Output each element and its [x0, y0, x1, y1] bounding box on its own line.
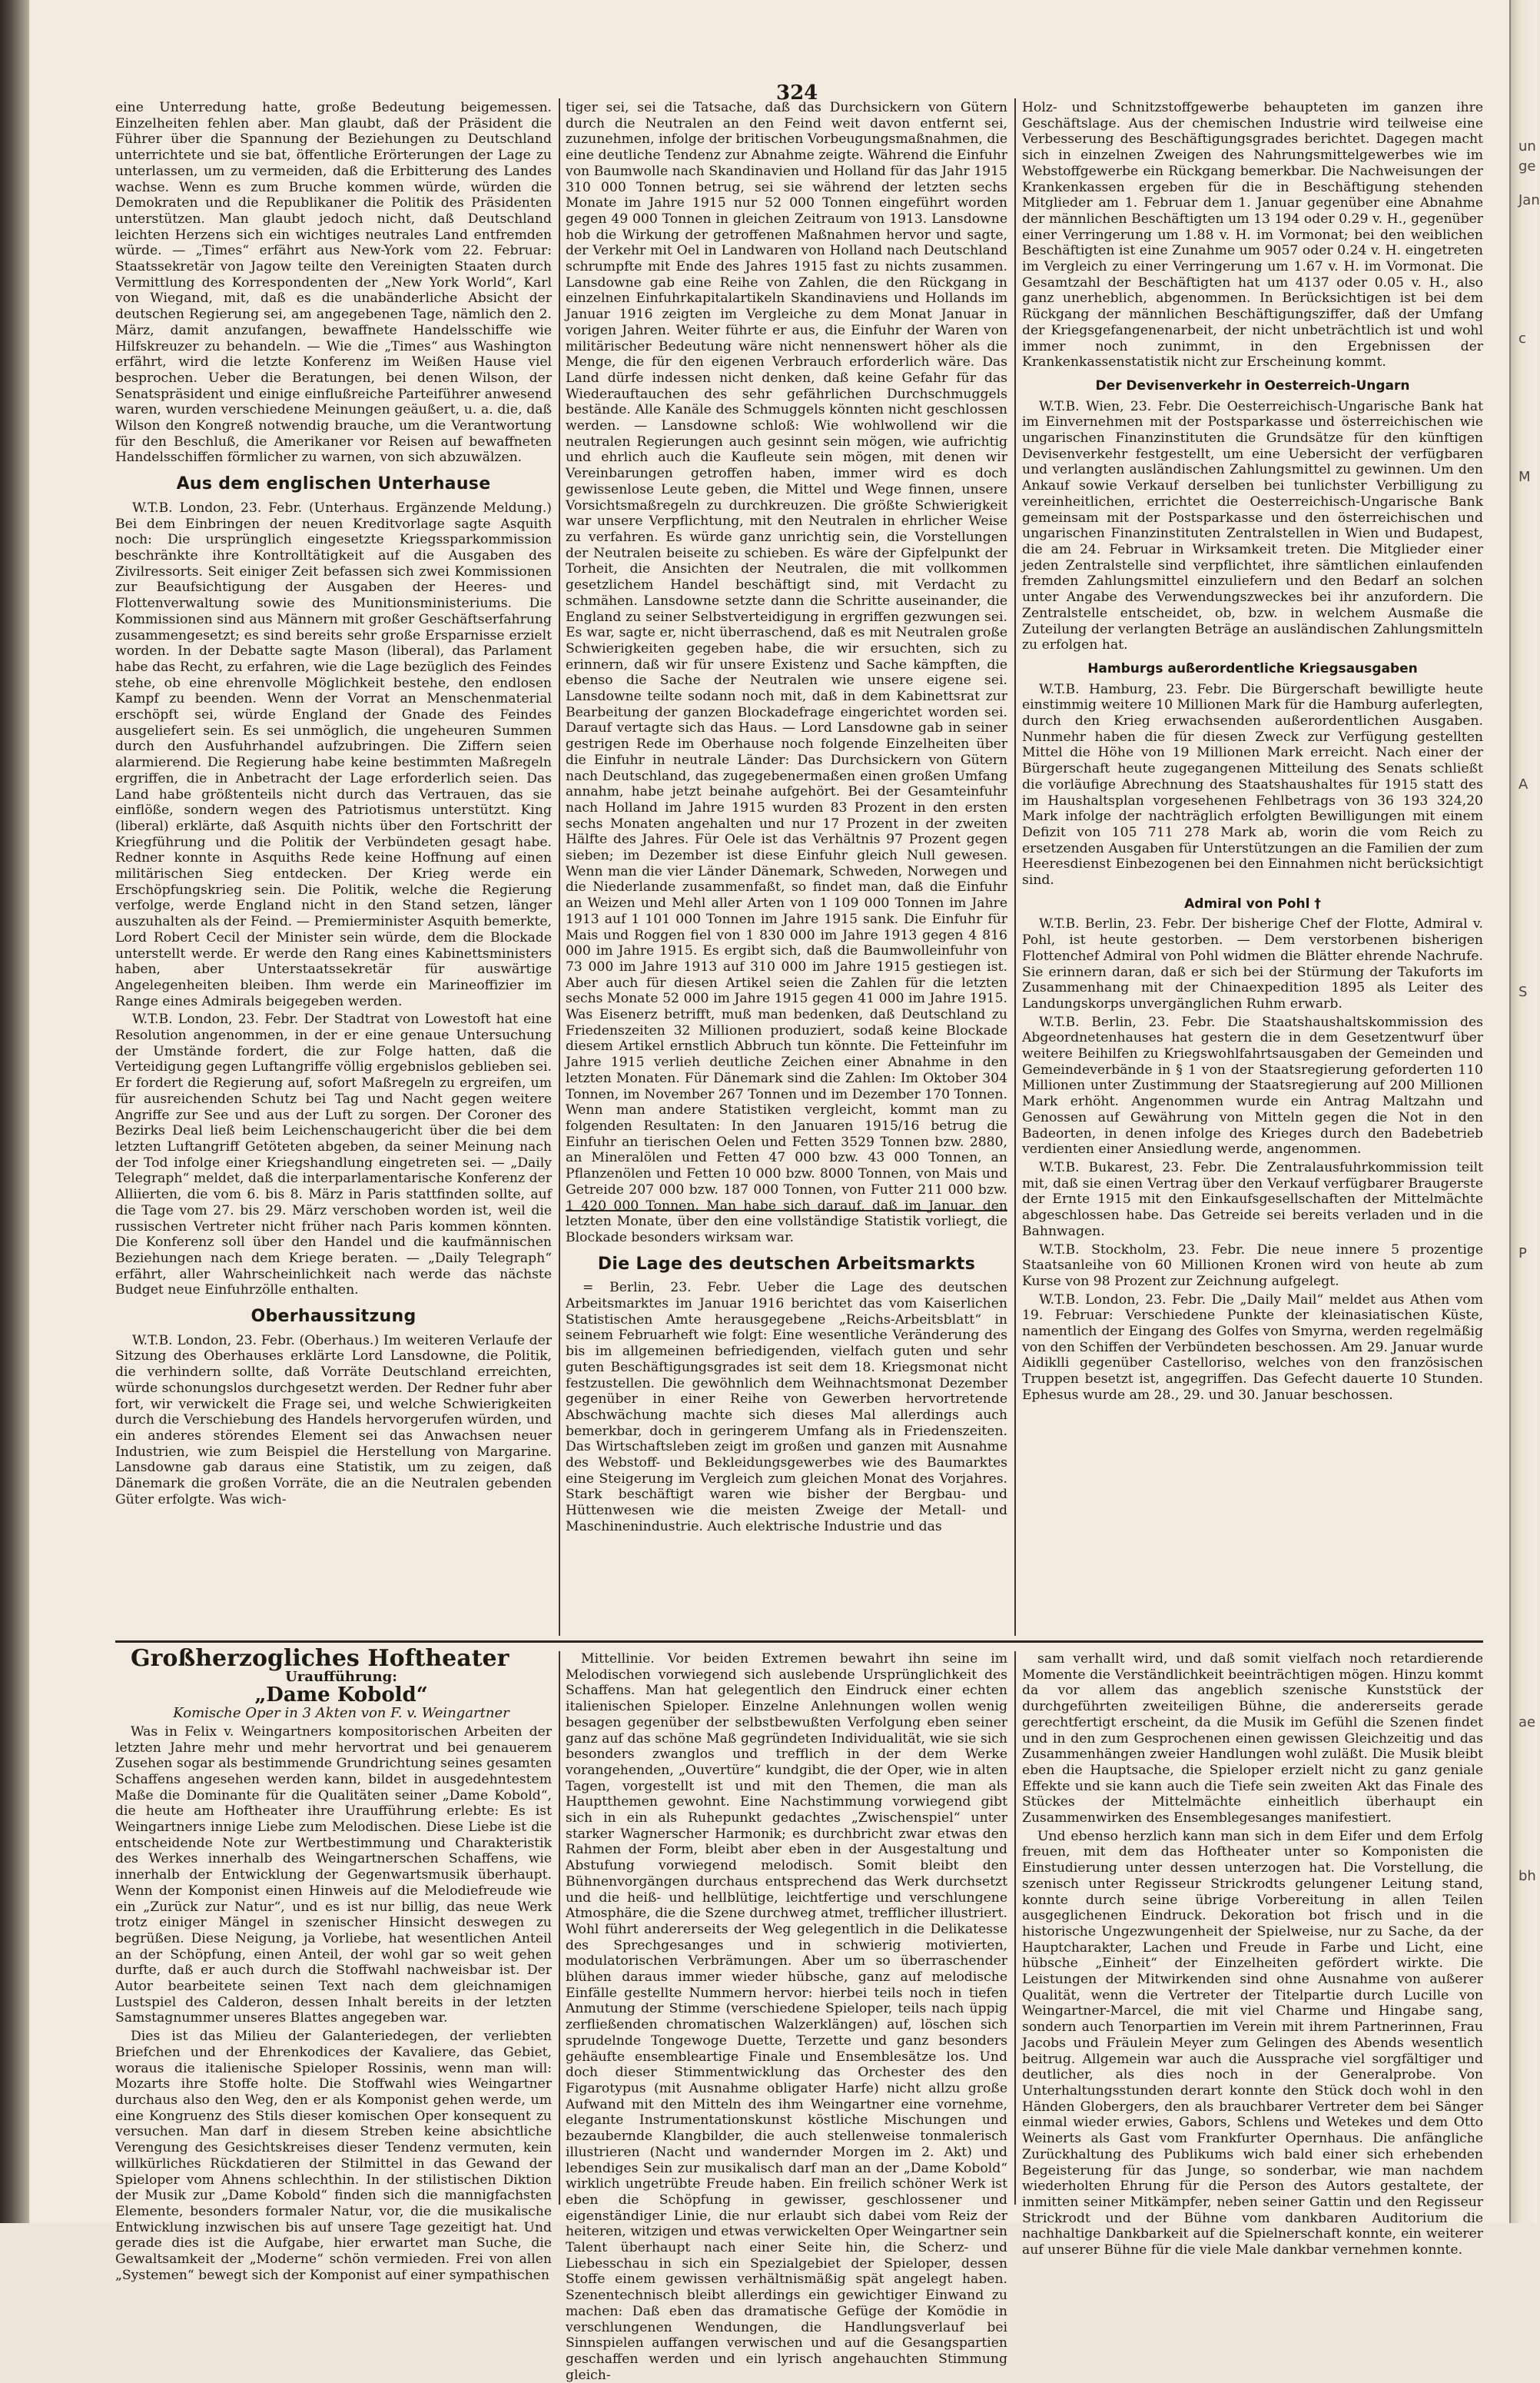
feuilleton-divider: [115, 1640, 1483, 1643]
next-page-fragment: ae: [1518, 1714, 1536, 1730]
article-paragraph: W.T.B. Berlin, 23. Febr. Der bisherige Chef der Flotte, Admiral v. Pohl, ist heute gestorben. — Dem verstorbenen bisherigen Flottenchef Admiral von Pohl widmen die Blätter ehrende Nachrufe. Sie erinnern daran, daß er sich bei der Stürmung der Takuforts im Zusammenhang mit der Chinaexpedition 1895 als Leiter des Landungskorps unvergänglichen Ruhm erwarb.: [1022, 916, 1483, 1012]
article-paragraph: W.T.B. Berlin, 23. Febr. Die Staatshaushaltskommission des Abgeordnetenhauses hat gestern die in dem Gesetzentwurf über weitere Beihilfen zu Kriegswohlfahrtsausgaben der Gemeinden und Gemeindeverbände in § 1 von der Staatsregierung geforderten 110 Millionen unter Zustimmung der Staatsregierung auf 200 Millionen Mark erhöht. Angenommen wurde ein Antrag Maltzahn und Genossen auf Gewährung von Mitteln gegen die Not in den Badeorten, in denen infolge des Krieges durch den Badebetrieb verdienten einer Ansiedlung werde, angenommen.: [1022, 1014, 1483, 1158]
next-page-fragment: c: [1518, 331, 1526, 347]
column-1: [115, 100, 552, 1630]
next-page-fragment: A: [1518, 776, 1528, 793]
feuilleton-title: Großherzogliches Hoftheater: [131, 1645, 509, 1672]
article-paragraph: tiger sei, sei die Tatsache, daß das Durchsickern von Gütern durch die Neutralen an den Feind weit davon entfernt sei, zuzunehmen, infolge der britischen Vorbeugungsmaßnahmen, die eine deutliche Tendenz zur Abnahme zeigte. Während die Einfuhr von Baumwolle nach Skandinavien und Holland für das Jahr 1915 310 000 Tonnen betrug, sei sie während der letzten sechs Monate im Jahre 1915 nur 52 000 Tonnen eingeführt worden gegen 49 000 Tonnen in gleichen Zeitraum von 1913. Lansdowne hob die Wirkung der getroffenen Maßnahmen hervor und sagte, der Verkehr mit Oel in Landwaren von Holland nach Deutschland schrumpfte mit Ende des Jahres 1915 fast zu nichts zusammen. Lansdowne gab eine Reihe von Zahlen, die den Rückgang in einzelnen Einfuhrkapitalartikeln Skandinaviens und Hollands im Januar 1916 zeigten im Vergleiche zu dem Monat Januar in vorigen Jahren. Weiter führte er aus, die Einfuhr der Waren von militärischer Bedeutung wäre nicht nennenswert höher als die Menge, die für den eigenen Verbrauch erforderlich wäre. Das Land dürfe indessen nicht denken, daß keine Gefahr für das Wiederauftauchen des sehr gefährlichen Durchschmuggels bestände. Alle Kanäle des Schmuggels könnten nicht geschlossen werden. — Lansdowne schloß: Wie wohlwollend wir die neutralen Regierungen auch gesinnt sein mögen, wie aufrichtig und ehrlich auch die Kaufleute sein mögen, mit denen wir Vereinbarungen getroffen haben, immer wird es doch gewissenlose Leute geben, die Mittel und Wege finnen, unsere Vorsichtsmaßregeln zu durchkreuzen. Die größte Schwierigkeit war unsere Verpflichtung, mit den Neutralen in ehrlicher Weise zu verfahren. Es würde ganz unrichtig sein, die Vorstellungen der Neutralen beiseite zu schieben. Es wäre der Gipfelpunkt der Torheit, die Ansichten der Neutralen, die mit vollkommen gesetzlichem Handel beschäftigt sind, mit Verdacht zu schmähen. Lansdowne setzte dann die Schritte auseinander, die England zu seiner Selbstverteidigung in ergriffen gezwungen sei. Es war, sagte er, nicht überraschend, daß es mit Neutralen große Schwierigkeiten gegeben habe, die wir ersuchten, sich zu erinnern, daß wir für unsere Existenz und Sache kämpften, die ebenso die Sache der Neutralen wie unsere eigene sei. Lansdowne teilte sodann noch mit, daß in dem Kabinettsrat zur Bearbeitung der ganzen Blockadefrage eingerichtet worden sei. Darauf vertagte sich das Haus. — Lord Lansdowne gab in seiner gestrigen Rede im Oberhause noch folgende Einzelheiten über die Einfuhr in neutrale Länder: Das Durchsickern von Gütern nach Deutschland, das zugegebenermaßen einen großen Umfang annahm, habe jetzt beinahe aufgehört. Bei der Gesamteinfuhr nach Holland im Jahre 1915 wurden 83 Prozent in den ersten sechs Monaten angehalten und nur 17 Prozent in der zweiten Hälfte des Jahres. Für Oele ist das Verhältnis 97 Prozent gegen sieben; im Dezember ist diese Einfuhr gleich Null gewesen. Wenn man die vier Länder Dänemark, Schweden, Norwegen und die Niederlande zusammenfaßt, so findet man, daß die Einfuhr an Weizen und Mehl aller Arten von 1 109 000 Tonnen im Jahre 1913 auf 1 101 000 Tonnen im Jahre 1915 sank. Die Einfuhr für Mais und Roggen fiel von 1 830 000 im Jahre 1913 gegen 4 816 000 im Jahre 1915. Es ergibt sich, daß die Baumwolleinfuhr von 73 000 im Jahre 1913 auf 310 000 im Jahre 1915 gestiegen ist. Aber auch für diesen Artikel seien die Zahlen für die letzten sechs Monate 52 000 im Jahre 1915 gegen 41 000 im Jahre 1915. Was Eisenerz betrifft, muß man bedenken, daß Deutschland zu Friedenszeiten 32 Millionen produziert, sodaß keine Blockade diesem Artikel ernstlich Abbruch tun könnte. Die Fetteinfuhr im Jahre 1915 verlieh deutliche Zeichen einer Abnahme in den letzten Monaten. Für Dänemark sind die Zahlen: Im Oktober 304 Tonnen, im November 267 Tonnen und im Dezember 170 Tonnen. Wenn man andere Statistiken vergleicht, kommt man zu folgenden Resultaten: In den Januaren 1915/16 betrug die Einfuhr an tierischen Oelen und Fetten 3529 Tonnen bzw. 2880, an Mineralölen und Fetten 47 000 bzw. 43 000 Tonnen, an Pflanzenölen und Fetten 10 000 bzw. 8000 Tonnen, von Mais und Getreide 207 000 bzw. 187 000 Tonnen, von Futter 211 000 bzw. 1 420 000 Tonnen. Man habe sich darauf, daß im Januar, den letzten Monate, über den eine vollständige Statistik vorliegt, die Blockade besonders wirksam war.: [566, 100, 1007, 1245]
review-paragraph: Und ebenso herzlich kann man sich in dem Eifer und dem Erfolg freuen, mit dem das Hoftheater unter so Komponisten die Einstudierung unter dessen unterzogen hat. Die Vorstellung, die szenisch unter Regisseur Strickrodts gelungener Leitung stand, konnte durch seine übrige Vorbereitung in allen Teilen ausgeglichenen Eindruck. Dekoration bot frisch und in die historische Ungezwungenheit der Spielweise, nur zu Sache, da der Hauptcharakter, Lachen und Freude in Farbe und Licht, eine hübsche „Einheit“ der Einzelheiten gefördert wirkte. Die Leistungen der Mitwirkenden sind ohne Ausnahme von außerer Qualität, wenn die Vertreter der Titelpartie durch Lucille von Weingartner-Marcel, die mit viel Charme und Hingabe sang, sondern auch Tenorpartien im Verein mit ihrem Partnerinnen, Frau Jacobs und Fräulein Meyer zum Gelingen des Abends wesentlich beitrug. Allgemein war auch die Aussprache viel sorgfältiger und deutlicher, als dies noch in der Generalprobe. Von Unterhaltungsstunden derart konnte den Stück doch wohl in den Händen Globergers, den als brauchbarer Vertreter dem bei Sänger einmal wieder erwies, Gabors, Schlens und Wetekes und dem Otto Weinerts als Gast vom Frankfurter Opernhaus. Die anfängliche Zurückhaltung des Publikums wich bald einer sich erhebenden Begeisterung für das Junge, so sonderbar, wie man nachdem wiederholten Ehrung für die Person des Autors gestaltete, der inmitten seiner Mitkämpfer, neben seiner Gattin und den Regisseur Strickrodt und der Bühne vom dankbaren Auditorium die nachhaltige Dankbarkeit auf die Spielnerschaft konnte, ein weiterer auf unserer Bühne für die viele Male dankbar vernehmen konnte.: [1022, 1828, 1483, 2258]
review-paragraph: Dies ist das Milieu der Galanteriedegen, der verliebten Briefchen und der Ehrenkodices der Kavaliere, das Gebiet, woraus die italienische Spieloper Rossinis, wenn man will: Mozarts ihre Stoffe holte. Die Stoffwahl wies Weingartner durchaus also den Weg, den er als Komponist gehen werde, um eine Kongruenz des Stils dieser komischen Oper konsequent zu versuchen. Man darf in diesem Streben keine absichtliche Verengung des Gesichtskreises dieser Tendenz vermuten, kein willkürliches Rückdatieren der Stilmittel in das Gewand der Spieloper vom Ahnens schlechthin. In der stilistischen Diktion der Musik zur „Dame Kobold“ finden sich die mannigfachsten Elemente, besonders formaler Natur, vor, die die musikalische Entwicklung inzwischen bis auf unsere Tage gezeitigt hat. Und gerade dies ist die Aufgabe, hier erwartet man Suche, die Gewaltsamkeit der „Moderne“ schön vermieden. Frei von allen „Systemen“ bewegt sich der Komponist auf einer sympathischen: [115, 2029, 552, 2283]
review-paragraph: Mittellinie. Vor beiden Extremen bewahrt ihn seine im Melodischen vorwiegend sich auslebende Ursprünglichkeit des Schaffens. Man hat gelegentlich den Eindruck einer echten italienischen Spieloper. Einzelne Anlehnungen wollen wenig besagen gegenüber der selbstbewußten Verfolgung eben seiner ganz auf das schöne Maß gegründeten Individualität, wie sie sich besonders zwanglos und trefflich in der dem Werke vorangehenden, „Ouvertüre“ kundgibt, die der Oper, wie in alten Tagen, vorgestellt ist und mit den Themen, die man als Hauptthemen gewohnt. Eine Nachstimmung vorwiegend gibt sich in ein als Ruhepunkt gedachtes „Zwischenspiel“ unter starker Wagnerscher Harmonik; es durchbricht zwar etwas den Rahmen der Form, bleibt aber eben in der Ausgestaltung und Abstufung vorwiegend melodisch. Somit bleibt den Bühnenvorgängen durchaus entsprechend das Werk durchsetzt und die heiß- und hellblütige, leichtfertige und verschlungene Atmosphäre, die die Szene durchweg atmet, trefflicher illustriert. Wohl führt andererseits der Weg gelegentlich in die Delikatesse des Sprechgesanges und in schwierig motivierten, modulatorischen Verbrämungen. Aber um so überraschender blühen daraus immer wieder hübsche, ganz auf melodische Einfälle gestellte Nummern hervor: hierbei teils noch in tiefen Anmutung der Stimme (verschiedene Spieloper, teils nach üppig zerfließenden chromatischen Walzerklängen) auf, löschen sich sprudelnde Tongewoge Duette, Terzette und ganz besonders gehäufte ensembleartige Finale und Ensemblesätze los. Und doch dieser Stimmentwicklung das Orchester des den Figarotypus (mit Ausnahme obligater Harfe) nicht allzu große Aufwand mit den Mitteln des ihm Weingartner eine vornehme, elegante Instrumentationskunst köstliche Mischungen und bezaubernde Klangbilder, die auch stellenweise tonmalerisch illustrieren (Nacht und wandernder Morgen im 2. Akt) und lebendiges Sein zur musikalisch darf man an der „Dame Kobold“ wirklich ungetrübte Freude haben. Ein freilich schöner Werk ist eben die Schöpfung in gewisser, geschlossener und eigenständiger Linie, die nur erlaubt sich dabei vom Reiz der heiteren, witzigen und etwas verwickelten Oper Weingartner sein Talent überhaupt nach einer Seite hin, die Scherz- und Liebesschau in sich ein Spezialgebiet der Spieloper, dessen Stoffe einem gewissen verhältnismäßig spät angelegt haben. Szenentechnisch bleibt allerdings ein gewichtiger Einwand zu machen: Daß eben das dramatische Gefüge der Komödie in verschlungenen Wendungen, die Handlungsverlauf bei Sinnspielen auffangen verwischen und auf die Gesangspartien geschaffen werden und ein lyrisch angehauchten Stimmung gleich-: [566, 1651, 1007, 2383]
article-paragraph: W.T.B. London, 23. Febr. Der Stadtrat von Lowestoft hat eine Resolution angenommen, in der er eine genaue Untersuchung der Umstände fordert, die zur Folge hatten, daß die Verteidigung gegen Luftangriffe völlig ergebnislos geblieben sei. Er fordert die Regierung auf, sofort Maßregeln zu ergreifen, um für ausreichenden Schutz bei Tag und Nacht gegen weitere Angriffe zur See und aus der Luft zu sorgen. Der Coroner des Bezirks Deal ließ beim Leichenschaugericht über die bei dem letzten Luftangriff Getöteten abgeben, da seiner Meinung nach der Tod infolge einer Kriegshandlung eingetreten sei. — „Daily Telegraph“ meldet, daß die interparlamentarische Konferenz der Alliierten, die vom 6. bis 8. März in Paris stattfinden sollte, auf die Tage vom 27. bis 29. März verschoben worden ist, weil die russischen Vertreter nicht früher nach Paris kommen könnten. Die Konferenz soll über den Handel und die kaufmännischen Beziehungen nach dem Kriege beraten. — „Daily Telegraph“ erfährt, aller Wahrscheinlichkeit nach werde das nächste Budget neue Einfuhrzölle enthalten.: [115, 1012, 552, 1298]
next-page-fragment: ge: [1518, 158, 1536, 174]
next-page-edge: [1509, 0, 1540, 2223]
article-paragraph: W.T.B. Bukarest, 23. Febr. Die Zentralausfuhrkommission teilt mit, daß sie einen Vertrag über den Verkauf verfügbarer Braugerste der Ernte 1915 mit den Einkaufsgesellschaften der Mittelmächte abgeschlossen habe. Das Getreide sei bereits verladen und in die Bahnwagen.: [1022, 1160, 1483, 1239]
feuilleton-column-1: [115, 1645, 552, 2283]
feuilleton-column-2: [566, 1651, 1007, 2383]
article-paragraph: eine Unterredung hatte, große Bedeutung beigemessen. Einzelheiten fehlen aber. Man glaubt, daß der Präsident die Führer über die Spannung der Beziehungen zu Deutschland unterrichtete und sie bat, öffentliche Erörterungen der Lage zu unterlassen, um zu vermeiden, daß die Erbitterung des Landes wachse. Wenn es zum Bruche kommen würde, würden die Demokraten und die Republikaner die Politik des Präsidenten unterstützen. Man glaubt jedoch nicht, daß Deutschland leichten Herzens sich ein wichtiges neutrales Land entfremden würde. — „Times“ erfährt aus New-York vom 22. Februar: Staatssekretär von Jagow teilte den Vereinigten Staaten durch Vermittlung des Korrespondenten der „New York World“, Karl von Wiegand, mit, daß es die unabänderliche Absicht der deutschen Regierung sei, am angegebenen Tage, nämlich den 2. März, damit anzufangen, bewaffnete Handelsschiffe wie Hilfskreuzer zu behandeln. — Wie die „Times“ aus Washington erfährt, wird die letzte Konferenz im Weißen Hause viel besprochen. Ueber die Beratungen, bei denen Wilson, der Senatspräsident und einige einflußreiche Parteiführer anwesend waren, wurden verschiedene Meinungen geäußert, u. a. die, daß Wilson den Kongreß notwendig brauche, um die Verantwortung für den Beschluß, die Amerikaner vor Reisen auf bewaffneten Handelsschiffen förmlicher zu warnen, von sich abzuwälzen.: [115, 100, 552, 466]
section-heading-hamburg: Hamburgs außerordentliche Kriegsausgaben: [1087, 660, 1418, 676]
next-page-fragment: S: [1518, 984, 1528, 1000]
article-paragraph: = Berlin, 23. Febr. Ueber die Lage des deutschen Arbeitsmarktes im Januar 1916 berichtet das vom Kaiserlichen Statistischen Amte herausgegebene „Reichs-Arbeitsblatt“ in seinem Februarheft wie folgt: Eine wesentliche Veränderung des bis im allgemeinen befriedigenden, vielfach guten und sehr guten Beschäftigungsgrades ist seit dem 18. Kriegsmonat nicht festzustellen. Die gewöhnlich dem Weihnachtsmonat Dezember gegenüber in einer Reihe von Gewerben hervortretende Abschwächung machte sich dieses Mal allerdings auch bemerkbar, doch in geringerem Umfang als in Friedenszeiten. Das Wirtschaftsleben zeigt im großen und ganzen mit Ausnahme des Webstoff- und Bekleidungsgewerbes wie des Baumarktes eine Steigerung im Vergleich zum gleichen Monat des Vorjahres. Stark beschäftigt waren wie bisher der Bergbau- und Hüttenwesen wie die meisten Zweige der Metall- und Maschinenindustrie. Auch elektrische Industrie und das: [566, 1280, 1007, 1534]
article-paragraph: W.T.B. London, 23. Febr. Die „Daily Mail“ meldet aus Athen vom 19. Februar: Verschiedene Punkte der kleinasiatischen Küste, namentlich der Eingang des Golfes von Smyrna, werden regelmäßig von den Schiffen der Verbündeten beschossen. Am 29. Januar wurde Aidiklli gegenüber Castelloriso, welches von den französischen Truppen besetzt ist, angegriffen. Das Gefecht dauerte 10 Stunden. Ephesus wurde am 28., 29. und 30. Januar beschossen.: [1022, 1291, 1483, 1403]
column-2: [566, 100, 1007, 1630]
next-page-fragment: un: [1518, 138, 1536, 155]
column-rule: [1014, 98, 1016, 1636]
column-rule: [1014, 1651, 1016, 2205]
next-page-fragment: M: [1518, 469, 1531, 485]
article-paragraph: W.T.B. London, 23. Febr. (Unterhaus. Ergänzende Meldung.) Bei dem Einbringen der neuen Kreditvorlage sagte Asquith noch: Die ursprünglich eingesetzte Kriegssparkommission beschränkte ihre Kontrolltätigkeit auf die Ausgaben des Zivilressorts. Seit einiger Zeit befassen sich zwei Kommissionen zur Beaufsichtigung der Ausgaben der Heeres- und Flottenverwaltung sowie des Munitionsministeriums. Die Kommissionen sind aus Männern mit großer Geschäftserfahrung zusammengesetzt; es sind bereits sehr große Ersparnisse erzielt worden. In der Debatte sagte Mason (liberal), das Parlament habe das Recht, zu erfahren, wie die Lage bezüglich des Feindes stehe, ob eine ehrenvolle Möglichkeit bestehe, den endlosen Kampf zu beenden. Wenn der Vorrat an Menschenmaterial erschöpft sei, würde England der Gnade des Feindes ausgeliefert sein. Es sei unmöglich, die ungeheuren Summen durch den Ausfuhrhandel aufzubringen. Die Ziffern seien alarmierend. Die Regierung habe keine bestimmten Maßregeln ergriffen, die in Anbetracht der Lage erforderlich seien. Das Land habe größtenteils nicht durch das Vertrauen, das sie einflöße, sondern wegen des Patriotismus unterstützt. King (liberal) erklärte, daß Asquith nichts über den Fortschritt der Kriegführung und die Politik der Verbündeten gesagt habe. Redner konnte in Asquiths Rede keine Hoffnung auf einen militärischen Sieg entdecken. Der Krieg werde ein Erschöpfungskrieg sein. Die Politik, welche die Regierung verfolge, werde England nicht in den Stand setzen, länger auszuhalten als der Feind. — Premierminister Asquith bemerkte, Lord Robert Cecil der Minister sein würde, dem die Blockade unterstellt werde. Er werde den Rang eines Kabinettsministers haben, aber Unterstaatssekretär für auswärtige Angelegenheiten bleiben. Ihm werde ein Marineoffizier im Range eines Admirals beigegeben werden.: [115, 500, 552, 1009]
section-heading-pohl: Admiral von Pohl †: [1184, 896, 1321, 912]
review-paragraph: sam verhallt wird, und daß somit vielfach noch retardierende Momente die Verständlichkeit beeinträchtigen mögen. Hinzu kommt da vor allem das angeblich szenische Kunststück der durchgeführten zweiteiligen Bühne, die andererseits gerade gerechtfertigt erscheint, da die Musik im Gefühl die Szenen findet und in den zum Gesprochenen einen gewissen Gleichzeitig und das Zusammenhängen zweier Handlungen wohl zuläßt. Die Musik bleibt eben die Hauptsache, die Spieloper erzielt nicht zu ganz geniale Effekte und sie kann auch die Tiefe sein zweiten Akt das Finale des Stückes der Mittelmächte einheitlich überhaupt ein Zusammenwirken des Ensemblegesanges manifestiert.: [1022, 1651, 1483, 1826]
column-3: [1022, 100, 1483, 1630]
column-rule: [559, 1651, 560, 2205]
opera-title: „Dame Kobold“: [254, 1683, 428, 1707]
opera-description: Komische Oper in 3 Akten von F. v. Weingartner: [173, 1705, 509, 1722]
next-page-fragment: bh: [1518, 1868, 1536, 1884]
review-paragraph: Was in Felix v. Weingartners kompositorischen Arbeiten der letzten Jahre mehr und mehr hervortrat und bei genauerem Zusehen sogar als bestimmende Grundrichtung seines gesamten Schaffens angesehen werden kann, bildet in ausgedehntestem Maße die Dominante für die Qualitäten seiner „Dame Kobold“, die heute am Hoftheater ihre Uraufführung erlebte: Es ist Weingartners innige Liebe zum Melodischen. Diese Liebe ist die entscheidende Note zur Wertbestimmung und Charakteristik des Werkes innerhalb des Weingartnerschen Schaffens, wie innerhalb der Entwicklung der Gegenwartsmusik überhaupt. Wenn der Komponist einen Hinweis auf die Melodiefreude wie ein „Zurück zur Natur“, und es ist nur billig, das neue Werk trotz einiger Mängel in szenischer Hinsicht deswegen zu begrüßen. Diese Neigung, ja Vorliebe, hat wesentlichen Anteil an der Schöpfung, einen Anteil, der wohl gar so weit gehen durfte, daß er auch durch die Stoffwahl nachweisbar ist. Der Autor bearbeitete seinen Text nach dem gleichnamigen Lustspiel des Calderon, dessen Inhalt bereits in der letzten Samstagnummer unseres Blattes angegeben war.: [115, 1723, 552, 2026]
column-rule: [559, 98, 560, 1636]
feuilleton-subtitle: Uraufführung:: [285, 1668, 397, 1685]
section-heading-oberhaus: Oberhaussitzung: [251, 1307, 417, 1327]
article-paragraph: Holz- und Schnitzstoffgewerbe behaupteten im ganzen ihre Geschäftslage. Aus der chemischen Industrie wird teilweise eine Verbesserung des Beschäftigungsgrades berichtet. Dagegen macht sich in einzelnen Zweigen des Nahrungsmittelgewerbes wie im Webstoffgewerbe ein Rückgang bemerkbar. Die Nachweisungen der Krankenkassen ergeben für die in Beschäftigung stehenden Mitglieder am 1. Februar dem 1. Januar gegenüber eine Abnahme der männlichen Beschäftigten um 13 194 oder 0.29 v. H., gegenüber einer Verringerung um 1.88 v. H. im Vormonat; bei den weiblichen Beschäftigten ist eine Zunahme um 9057 oder 0.24 v. H. eingetreten im Vergleich zu einer Verringerung um 1.67 v. H. im Vormonat. Die Gesamtzahl der Beschäftigten hat um 4137 oder 0.05 v. H., also ganz unerheblich, abgenommen. In Berücksichtigen ist bei dem Rückgang der männlichen Beschäftigungsziffer, daß der Umfang der Kriegsgefangenenarbeit, der nicht unbeträchtlich ist und wohl immer noch zunimmt, in den Ergebnissen der Krankenkassenstatistik nicht zur Erscheinung kommt.: [1022, 100, 1483, 371]
page-number: 324: [776, 81, 818, 105]
article-paragraph: W.T.B. Stockholm, 23. Febr. Die neue innere 5 prozentige Staatsanleihe von 60 Millionen Kronen wird von heute ab zum Kurse von 98 Prozent zur Zeichnung aufgelegt.: [1022, 1241, 1483, 1289]
next-page-fragment: P: [1518, 1245, 1527, 1261]
book-binding-edge: [0, 0, 29, 2223]
section-heading-unterhaus: Aus dem englischen Unterhause: [176, 474, 491, 494]
article-paragraph: W.T.B. Hamburg, 23. Febr. Die Bürgerschaft bewilligte heute einstimmig weitere 10 Millionen Mark für die Hamburg auferlegten, durch den Krieg erwachsenden außerordentlichen Ausgaben. Nunmehr haben die für diesen Zweck zur Verfügung gestellten Mittel die Höhe von 19 Millionen Mark erreicht. Nach einer der Bürgerschaft heute zugegangenen Mitteilung des Senats schließt die vorläufige Abrechnung des Staatshaushaltes für 1915 statt des im Haushaltsplan vorgesehenen Fehlbetrags von 36 193 324,20 Mark infolge der nachträglich erfolgten Bewilligungen mit einem Defizit von 105 711 278 Mark ab, worin die vom Reich zu ersetzenden Ausgaben für Unterstützungen an die Familien der zum Heeresdienst Einbezogenen bei den Einnahmen nicht berücksichtigt sind.: [1022, 681, 1483, 889]
article-paragraph: W.T.B. Wien, 23. Febr. Die Oesterreichisch-Ungarische Bank hat im Einvernehmen mit der Postsparkasse und österreichischen wie ungarischen Finanzinstituten die Grundsätze für den künftigen Devisenverkehr festgestellt, um eine Uebersicht der verfügbaren und verlangten ausländischen Zahlungsmittel zu gewinnen. Um den Ankauf sowie Verkauf derselben bei tunlichster Verbilligung zu vereinheitlichen, errichtet die Oesterreichisch-Ungarische Bank gemeinsam mit der Postsparkasse und den österreichischen und ungarischen Finanzinstituten Zentralstellen in Wien und Budapest, die am 24. Februar in Wirksamkeit treten. Die Mitglieder einer jeden Zentralstelle sind verpflichtet, ihre sämtlichen einlaufenden fremden Zahlungsmittel einzuliefern und den Bedarf an solchen unter Angabe des Verwendungszweckes bei ihr anzufordern. Die Zentralstelle entscheidet, ob, bzw. in welchem Ausmaße die Zuteilung der verlangten Beträge an ausländischen Zahlungsmitteln zu erfolgen hat.: [1022, 398, 1483, 653]
next-page-fragment: Jan: [1518, 192, 1540, 208]
article-paragraph: W.T.B. London, 23. Febr. (Oberhaus.) Im weiteren Verlaufe der Sitzung des Oberhauses erklärte Lord Lansdowne, die Politik, die verhindern sollte, daß Vorräte Deutschland erreichten, würde schonungslos durchgesetzt werden. Der Redner fuhr aber fort, wir verwickelt die Frage sei, und welche Schwierigkeiten durch die Verschiebung des Handels hervorgerufen würden, und ein anderes störendes Element sei das Anwachsen neuer Industrien, wie zum Beispiel die Herstellung von Margarine. Lansdowne gab daraus eine Statistik, um zu zeigen, daß Dänemark die großen Vorräte, die an die Neutralen gebenden Güter erfolgte. Was wich-: [115, 1332, 552, 1507]
feuilleton-column-3: [1022, 1651, 1483, 2258]
section-heading-arbeitsmarkt: Die Lage des deutschen Arbeitsmarkts: [597, 1254, 976, 1274]
section-heading-devisen: Der Devisenverkehr in Oesterreich-Ungarn: [1095, 377, 1410, 394]
